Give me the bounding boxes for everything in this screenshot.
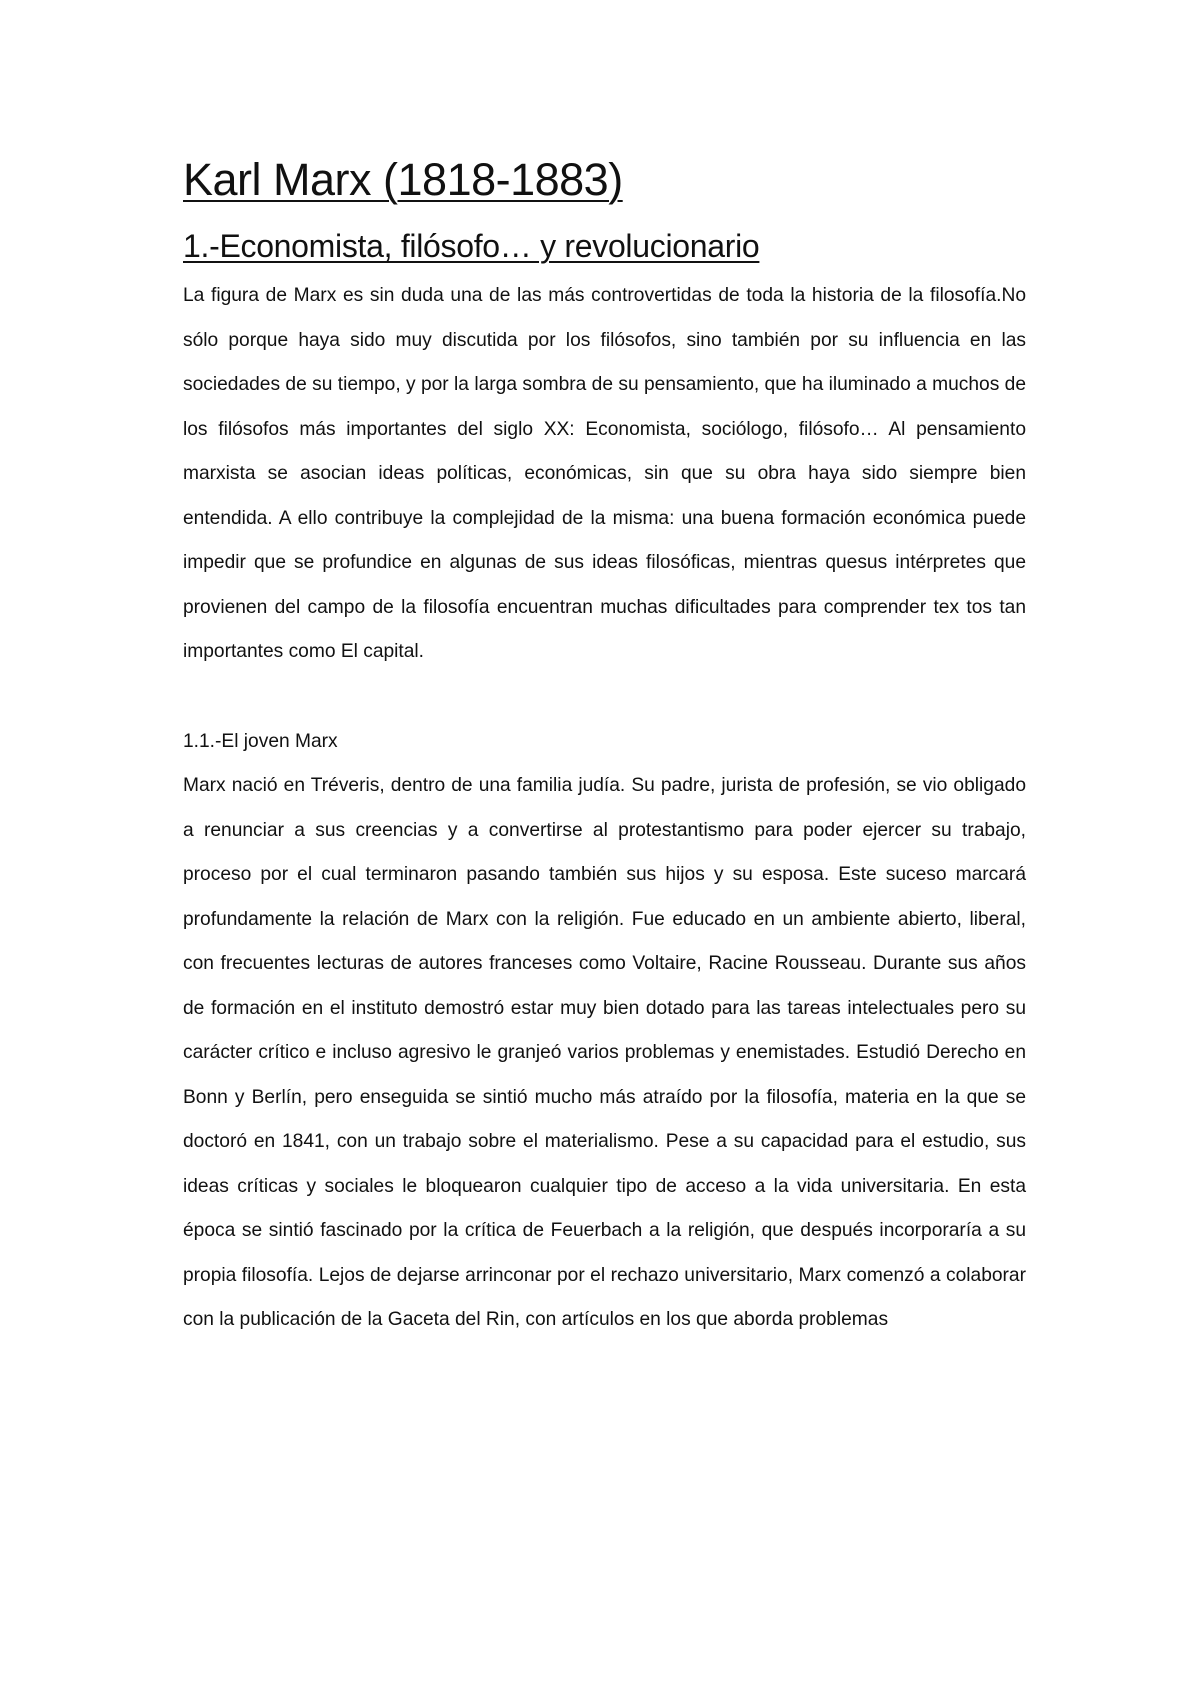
document-title: Karl Marx (1818-1883)	[183, 154, 623, 205]
section-heading-economista: 1.-Economista, filósofo… y revolucionario	[183, 228, 760, 264]
document-body	[183, 150, 1026, 1343]
paragraph-intro: La figura de Marx es sin duda una de las más controvertidas de toda la historia de la filosofía.No sólo porque haya sido muy discutida por los filósofos, sino también por su influencia en las sociedades de su tiempo, y por la larga sombra de su pensamiento, que ha iluminado a muchos de los filósofos más importantes del siglo XX: Economista, sociólogo, filósofo… Al pensamiento marxista se asocian ideas políticas, económicas, sin que su obra haya sido siempre bien entendida. A ello contribuye la complejidad de la misma: una buena formación económica puede impedir que se profundice en algunas de sus ideas filosóficas, mientras quesus intérpretes que provienen del campo de la filosofía encuentran muchas dificultades para comprender tex tos tan importantes como El capital.	[183, 285, 1026, 662]
paragraph-joven-marx: Marx nació en Tréveris, dentro de una familia judía. Su padre, jurista de profesión, se vio obligado a renunciar a sus creencias y a convertirse al protestantismo para poder ejercer su trabajo, proceso por el cual terminaron pasando también sus hijos y su esposa. Este suceso marcará profundamente la relación de Marx con la religión. Fue educado en un ambiente abierto, liberal, con frecuentes lecturas de autores franceses como Voltaire, Racine Rousseau. Durante sus años de formación en el instituto demostró estar muy bien dotado para las tareas intelectuales pero su carácter crítico e incluso agresivo le granjeó varios problemas y enemistades. Estudió Derecho en Bonn y Berlín, pero enseguida se sintió mucho más atraído por la filosofía, materia en la que se doctoró en 1841, con un trabajo sobre el materialismo. Pese a su capacidad para el estudio, sus ideas críticas y sociales le bloquearon cualquier tipo de acceso a la vida universitaria. En esta época se sintió fascinado por la crítica de Feuerbach a la religión, que después incorporaría a su propia filosofía. Lejos de dejarse arrinconar por el rechazo universitario, Marx comenzó a colaborar con la publicación de la Gaceta del Rin, con artículos en los que aborda problemas	[183, 775, 1026, 1330]
subsection-heading-joven-marx: 1.1.-El joven Marx	[183, 730, 338, 752]
